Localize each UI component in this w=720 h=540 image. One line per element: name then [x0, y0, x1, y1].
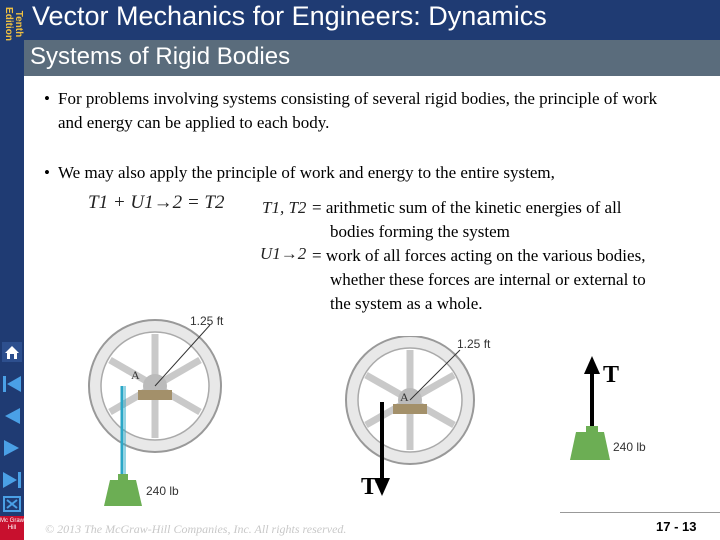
radius-label: 1.25 ft: [457, 337, 491, 351]
pin-label: A: [400, 390, 409, 404]
bullet-point-1: [44, 87, 678, 135]
footer-divider: [560, 512, 720, 513]
copyright-text: © 2013 The McGraw-Hill Companies, Inc. All rights reserved.: [45, 522, 347, 536]
slide-subheader: [24, 40, 720, 76]
bullet-icon: •: [44, 163, 50, 182]
work-energy-equation: T1 + U1→2 = T2: [88, 192, 225, 213]
edition-label: Tenth Edition: [3, 7, 24, 41]
bullet-point-2: [44, 161, 698, 185]
first-slide-icon[interactable]: [1, 372, 23, 396]
home-icon[interactable]: [1, 340, 23, 364]
publisher-logo: Mc Graw Hill: [0, 516, 24, 540]
slide-number: 17 - 13: [656, 519, 697, 534]
bullet-icon: •: [44, 89, 50, 108]
tension-label-top: T: [603, 362, 620, 388]
previous-slide-icon[interactable]: [1, 404, 23, 428]
radius-label: 1.25 ft: [190, 314, 224, 328]
pulley-system-diagram: [80, 310, 270, 510]
exit-icon[interactable]: [1, 492, 23, 516]
weight-label: 240 lb: [613, 440, 646, 454]
bullet-text-1: For problems involving systems consisting of several rigid bodies, the principle of work and energy can be applied to each body.: [58, 89, 658, 132]
work-symbol: U1→2: [260, 244, 307, 263]
kinetic-energy-symbol: T1, T2: [262, 198, 307, 217]
work-definition: = work of all forces acting on the various bodies, whether these forces are internal or external to the system as a whole.: [312, 246, 646, 313]
edition-badge: [0, 0, 24, 46]
slide-header: [24, 0, 720, 40]
tension-label-bottom: T: [361, 474, 378, 500]
kinetic-energy-definition: = arithmetic sum of the kinetic energies of all bodies forming the system: [312, 198, 622, 241]
pin-label: A: [131, 368, 140, 382]
bullet-text-2: We may also apply the principle of work and energy to the entire system,: [58, 163, 555, 182]
last-slide-icon[interactable]: [1, 468, 23, 492]
section-title: Systems of Rigid Bodies: [30, 43, 291, 70]
weight-label: 240 lb: [146, 484, 179, 498]
page-title: Vector Mechanics for Engineers: Dynamics: [32, 1, 547, 31]
next-slide-icon[interactable]: [1, 436, 23, 460]
